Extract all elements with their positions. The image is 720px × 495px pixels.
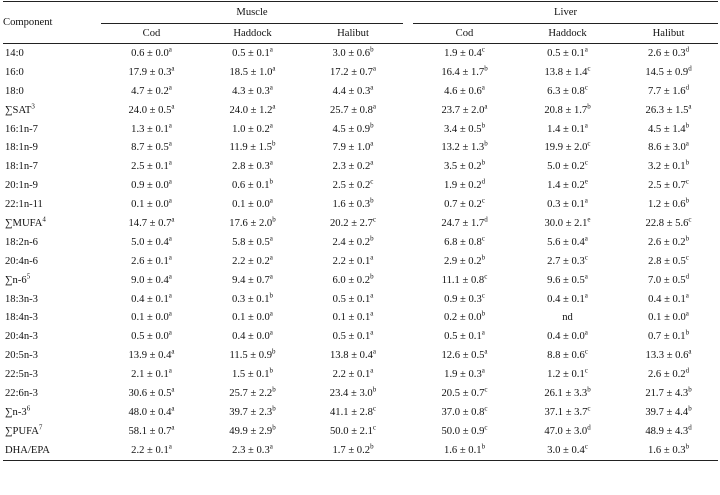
table-cell: 0.1 ± 0.0$^a$ <box>232 309 273 324</box>
table-cell: 14.5 ± 0.9$^d$ <box>645 64 692 78</box>
table-cell: 1.6 ± 0.1$^b$ <box>413 441 516 460</box>
table-cell: 21.7 ± 4.3$^b$ <box>645 385 692 399</box>
table-row <box>3 441 718 460</box>
table-cell: 13.8 ± 1.4$^c$ <box>544 64 591 78</box>
table-cell: 0.6 ± 0.1$^b$ <box>231 177 274 192</box>
table-cell: 2.7 ± 0.3$^c$ <box>547 253 588 267</box>
table-cell: 11.5 ± 0.9$^b$ <box>229 347 276 362</box>
table-row <box>3 176 718 195</box>
group-header-muscle: Muscle <box>101 2 403 24</box>
table-cell: 17.6 ± 2.0$^b$ <box>229 215 276 229</box>
table-cell: 0.5 ± 0.1$^a$ <box>444 328 485 343</box>
row-label: 18:4n-3 <box>5 312 38 324</box>
table-cell: 24.7 ± 1.7$^d$ <box>441 215 488 229</box>
table-cell: 25.7 ± 2.2$^b$ <box>229 385 276 399</box>
table-row <box>3 346 718 365</box>
col-header-liver-halibut: Halibut <box>619 24 718 44</box>
row-label: 18:1n-7 <box>5 161 38 173</box>
table-cell: 1.9 ± 0.2$^d$ <box>443 177 486 192</box>
col-header-muscle-haddock: Haddock <box>202 24 303 44</box>
table-cell: 8.7 ± 0.5$^a$ <box>131 139 172 154</box>
table-cell: 37.0 ± 0.8$^c$ <box>441 404 488 418</box>
table-cell: 1.9 ± 0.3$^a$ <box>444 366 485 381</box>
table-cell: 6.0 ± 0.2$^b$ <box>332 272 374 286</box>
table-row <box>3 308 718 327</box>
col-header-liver-haddock: Haddock <box>516 24 619 44</box>
table-cell: 18.5 ± 1.0$^a$ <box>229 64 276 78</box>
table-row <box>3 120 718 139</box>
table-cell: 20.5 ± 0.7$^c$ <box>441 385 488 399</box>
row-label: DHA/EPA <box>3 441 101 460</box>
table-cell: 23.7 ± 2.0$^a$ <box>441 102 488 116</box>
table-cell: 2.2 ± 0.1$^a$ <box>332 253 374 267</box>
table-cell: 14.7 ± 0.7$^a$ <box>128 215 175 229</box>
table-cell: 47.0 ± 3.0$^d$ <box>544 423 591 437</box>
table-cell: 4.7 ± 0.2$^a$ <box>131 83 172 97</box>
table-row <box>3 384 718 403</box>
table-cell: 0.1 ± 0.1$^a$ <box>332 309 374 324</box>
table-cell: 5.0 ± 0.4$^a$ <box>131 234 172 248</box>
table-cell: 17.9 ± 0.3$^a$ <box>128 64 175 78</box>
table-cell: 2.5 ± 0.1$^a$ <box>131 158 172 173</box>
table-cell: 8.8 ± 0.6$^c$ <box>547 347 588 362</box>
table-cell: 2.2 ± 0.1$^a$ <box>332 366 374 381</box>
table-cell: 0.1 ± 0.0$^a$ <box>131 309 172 324</box>
row-label: ∑PUFA$^7$ <box>5 423 43 437</box>
table-row <box>3 365 718 384</box>
col-header-liver-cod: Cod <box>413 24 516 44</box>
table-cell: 2.5 ± 0.2$^c$ <box>332 177 374 192</box>
row-label: $\sum n-3^6$ <box>5 404 31 418</box>
table-cell: 2.2 ± 0.1$^a$ <box>101 441 202 460</box>
table-cell: 3.2 ± 0.1$^b$ <box>647 158 690 173</box>
row-label: 16:0 <box>5 66 24 78</box>
table-cell: 0.7 ± 0.1$^b$ <box>647 328 690 343</box>
table-cell: 26.1 ± 3.3$^b$ <box>544 385 591 399</box>
table-cell: 3.0 ± 0.4$^c$ <box>516 441 619 460</box>
table-cell: 7.7 ± 1.6$^d$ <box>647 83 690 97</box>
table-cell: 2.6 ± 0.1$^a$ <box>131 253 172 267</box>
group-header-liver: Liver <box>413 2 718 24</box>
table-row <box>3 252 718 271</box>
row-label: 22:1n-11 <box>5 199 43 211</box>
table-cell: 0.6 ± 0.0$^a$ <box>131 45 172 59</box>
table-cell: 8.6 ± 3.0$^a$ <box>648 139 689 154</box>
table-cell: 11.9 ± 1.5$^b$ <box>229 139 276 154</box>
table-cell: 49.9 ± 2.9$^b$ <box>229 423 276 437</box>
table-cell: 13.2 ± 1.3$^b$ <box>441 139 488 154</box>
table-cell: 2.2 ± 0.2$^a$ <box>232 253 273 267</box>
table-cell: 0.9 ± 0.3$^c$ <box>444 290 485 305</box>
table-cell: 22.8 ± 5.6$^c$ <box>645 215 692 229</box>
table-cell: 20.2 ± 2.7$^c$ <box>330 215 377 229</box>
table-cell: 1.0 ± 0.2$^a$ <box>232 120 273 135</box>
table-cell: 1.9 ± 0.4$^c$ <box>444 45 485 59</box>
table-cell: 25.7 ± 0.8$^a$ <box>330 102 377 116</box>
table-cell: 0.9 ± 0.0$^a$ <box>131 177 172 192</box>
table-row <box>3 138 718 157</box>
table-cell: 0.1 ± 0.0$^a$ <box>131 196 172 211</box>
component-header: Component <box>3 2 101 44</box>
row-label: ∑SAT$^3$ <box>5 102 35 116</box>
row-label: 22:5n-3 <box>5 369 38 381</box>
table-cell: 4.5 ± 0.9$^b$ <box>332 120 374 135</box>
table-row <box>3 44 718 63</box>
table-cell: 0.4 ± 0.1$^a$ <box>131 290 172 305</box>
table-cell: 0.5 ± 0.1$^a$ <box>547 45 588 59</box>
table-cell: 24.0 ± 0.5$^a$ <box>128 102 175 116</box>
row-label: 14:0 <box>5 47 24 59</box>
col-header-muscle-halibut: Halibut <box>303 24 403 44</box>
table-cell: 0.4 ± 0.1$^a$ <box>648 290 689 305</box>
table-cell: 1.7 ± 0.2$^b$ <box>303 441 403 460</box>
table-cell: 0.1 ± 0.0$^a$ <box>232 196 273 211</box>
table-row <box>3 271 718 290</box>
table-cell: 26.3 ± 1.5$^a$ <box>645 102 692 116</box>
table-cell: 23.4 ± 3.0$^b$ <box>329 385 377 399</box>
table-cell: 0.3 ± 0.1$^b$ <box>231 290 274 305</box>
table-cell: 13.9 ± 0.4$^a$ <box>128 347 175 362</box>
table-cell: 2.9 ± 0.2$^b$ <box>443 253 486 267</box>
table-cell: 0.4 ± 0.0$^a$ <box>232 328 273 343</box>
table-cell: 0.3 ± 0.1$^a$ <box>547 196 588 211</box>
table-cell: 12.6 ± 0.5$^a$ <box>441 347 488 362</box>
table-cell: 19.9 ± 2.0$^c$ <box>544 139 591 154</box>
table-cell: 39.7 ± 2.3$^b$ <box>229 404 276 418</box>
row-label: 16:1n-7 <box>5 123 38 135</box>
table-cell: 5.8 ± 0.5$^a$ <box>232 234 273 248</box>
table-cell: 1.3 ± 0.1$^a$ <box>131 120 172 135</box>
row-label: $\sum n-6^5$ <box>5 272 31 286</box>
table-cell: 37.1 ± 3.7$^c$ <box>544 404 591 418</box>
table-cell: 6.8 ± 0.8$^c$ <box>444 234 485 248</box>
table-cell: 58.1 ± 0.7$^a$ <box>128 423 175 437</box>
table-row <box>3 422 718 441</box>
row-label: 20:4n-3 <box>5 331 38 343</box>
table-cell: 50.0 ± 2.1$^c$ <box>330 423 377 437</box>
table-cell: 2.6 ± 0.2$^b$ <box>647 234 690 248</box>
row-label: 18:0 <box>5 85 24 97</box>
table-cell: 2.6 ± 0.2$^d$ <box>647 366 690 381</box>
table-cell: 30.0 ± 2.1$^e$ <box>544 215 591 229</box>
table-cell: 11.1 ± 0.8$^c$ <box>441 272 488 286</box>
table-cell: 2.5 ± 0.7$^c$ <box>648 177 689 192</box>
table-cell: 7.9 ± 1.0$^a$ <box>332 139 374 154</box>
table-cell: 1.4 ± 0.2$^e$ <box>547 177 588 192</box>
table-cell: 0.4 ± 0.1$^a$ <box>547 290 588 305</box>
table-cell: 5.0 ± 0.2$^c$ <box>547 158 588 173</box>
col-header-muscle-cod: Cod <box>101 24 202 44</box>
table-cell: 3.4 ± 0.5$^b$ <box>443 120 486 135</box>
table-cell: 4.5 ± 1.4$^b$ <box>647 120 690 135</box>
table-row <box>3 403 718 422</box>
row-label: 18:1n-9 <box>5 142 38 154</box>
table-cell: 2.8 ± 0.3$^a$ <box>232 158 273 173</box>
table-cell: 0.1 ± 0.0$^a$ <box>648 309 689 324</box>
table-cell: 7.0 ± 0.5$^d$ <box>647 272 690 286</box>
table-cell: 3.0 ± 0.6$^b$ <box>332 45 374 59</box>
table-row <box>3 82 718 101</box>
table-cell: 1.6 ± 0.3$^b$ <box>332 196 374 211</box>
row-label: ∑MUFA$^4$ <box>5 215 46 229</box>
table-cell: 1.5 ± 0.1$^b$ <box>231 366 274 381</box>
table-cell: 6.3 ± 0.8$^c$ <box>547 83 588 97</box>
row-label: 20:1n-9 <box>5 180 38 192</box>
row-label: 18:3n-3 <box>5 293 38 305</box>
table-cell: 0.4 ± 0.0$^a$ <box>547 328 588 343</box>
table-cell: 50.0 ± 0.9$^c$ <box>441 423 488 437</box>
table-cell: 0.5 ± 0.1$^a$ <box>232 45 273 59</box>
table-cell: 1.6 ± 0.3$^b$ <box>619 441 718 460</box>
table-cell: 1.2 ± 0.6$^b$ <box>647 196 690 211</box>
table-cell: 41.1 ± 2.8$^c$ <box>330 404 377 418</box>
table-cell: 16.4 ± 1.7$^b$ <box>441 64 488 78</box>
table-cell: 2.3 ± 0.3$^a$ <box>202 441 303 460</box>
table-cell: 0.5 ± 0.0$^a$ <box>131 328 172 343</box>
table-cell: 48.0 ± 0.4$^a$ <box>128 404 175 418</box>
table-cell: 4.6 ± 0.6$^a$ <box>444 83 485 97</box>
table-row <box>3 327 718 346</box>
table-cell: 3.5 ± 0.2$^b$ <box>443 158 486 173</box>
table-row <box>3 101 718 120</box>
table-row <box>3 195 718 214</box>
table-cell: 9.6 ± 0.5$^a$ <box>547 272 588 286</box>
table-cell: 0.2 ± 0.0$^b$ <box>443 309 486 324</box>
table-cell: 2.4 ± 0.2$^b$ <box>332 234 374 248</box>
table-cell: 2.3 ± 0.2$^a$ <box>332 158 374 173</box>
table-row <box>3 290 718 309</box>
row-label: 18:2n-6 <box>5 236 38 248</box>
fatty-acid-table <box>3 1 718 461</box>
table-cell: nd <box>562 312 573 324</box>
table-cell: 4.4 ± 0.3$^a$ <box>332 83 374 97</box>
table-cell: 0.7 ± 0.2$^c$ <box>444 196 485 211</box>
table-row <box>3 63 718 82</box>
table-cell: 24.0 ± 1.2$^a$ <box>229 102 276 116</box>
table-cell: 20.8 ± 1.7$^b$ <box>544 102 591 116</box>
row-label: 20:4n-6 <box>5 255 38 267</box>
table-cell: 30.6 ± 0.5$^a$ <box>128 385 175 399</box>
table-row <box>3 214 718 233</box>
table-cell: 5.6 ± 0.4$^a$ <box>547 234 588 248</box>
table-cell: 0.5 ± 0.1$^a$ <box>332 328 374 343</box>
table-cell: 48.9 ± 4.3$^d$ <box>645 423 692 437</box>
table-cell: 2.8 ± 0.5$^c$ <box>648 253 689 267</box>
table-cell: 9.4 ± 0.7$^a$ <box>232 272 273 286</box>
table-cell: 4.3 ± 0.3$^a$ <box>232 83 273 97</box>
table-cell: 1.4 ± 0.1$^a$ <box>547 120 588 135</box>
table-row <box>3 157 718 176</box>
table-cell: 0.5 ± 0.1$^a$ <box>332 290 374 305</box>
row-label: 22:6n-3 <box>5 387 38 399</box>
table-cell: 13.3 ± 0.6$^a$ <box>645 347 692 362</box>
table-cell: 39.7 ± 4.4$^b$ <box>645 404 692 418</box>
table-cell: 17.2 ± 0.7$^a$ <box>330 64 377 78</box>
table-row <box>3 233 718 252</box>
table-cell: 2.1 ± 0.1$^a$ <box>131 366 172 381</box>
table-cell: 2.6 ± 0.3$^d$ <box>647 45 690 59</box>
table-cell: 9.0 ± 0.4$^a$ <box>131 272 172 286</box>
table-cell: 13.8 ± 0.4$^a$ <box>330 347 377 362</box>
row-label: 20:5n-3 <box>5 350 38 362</box>
table-body <box>3 44 718 461</box>
table-cell: 1.2 ± 0.1$^c$ <box>547 366 588 381</box>
